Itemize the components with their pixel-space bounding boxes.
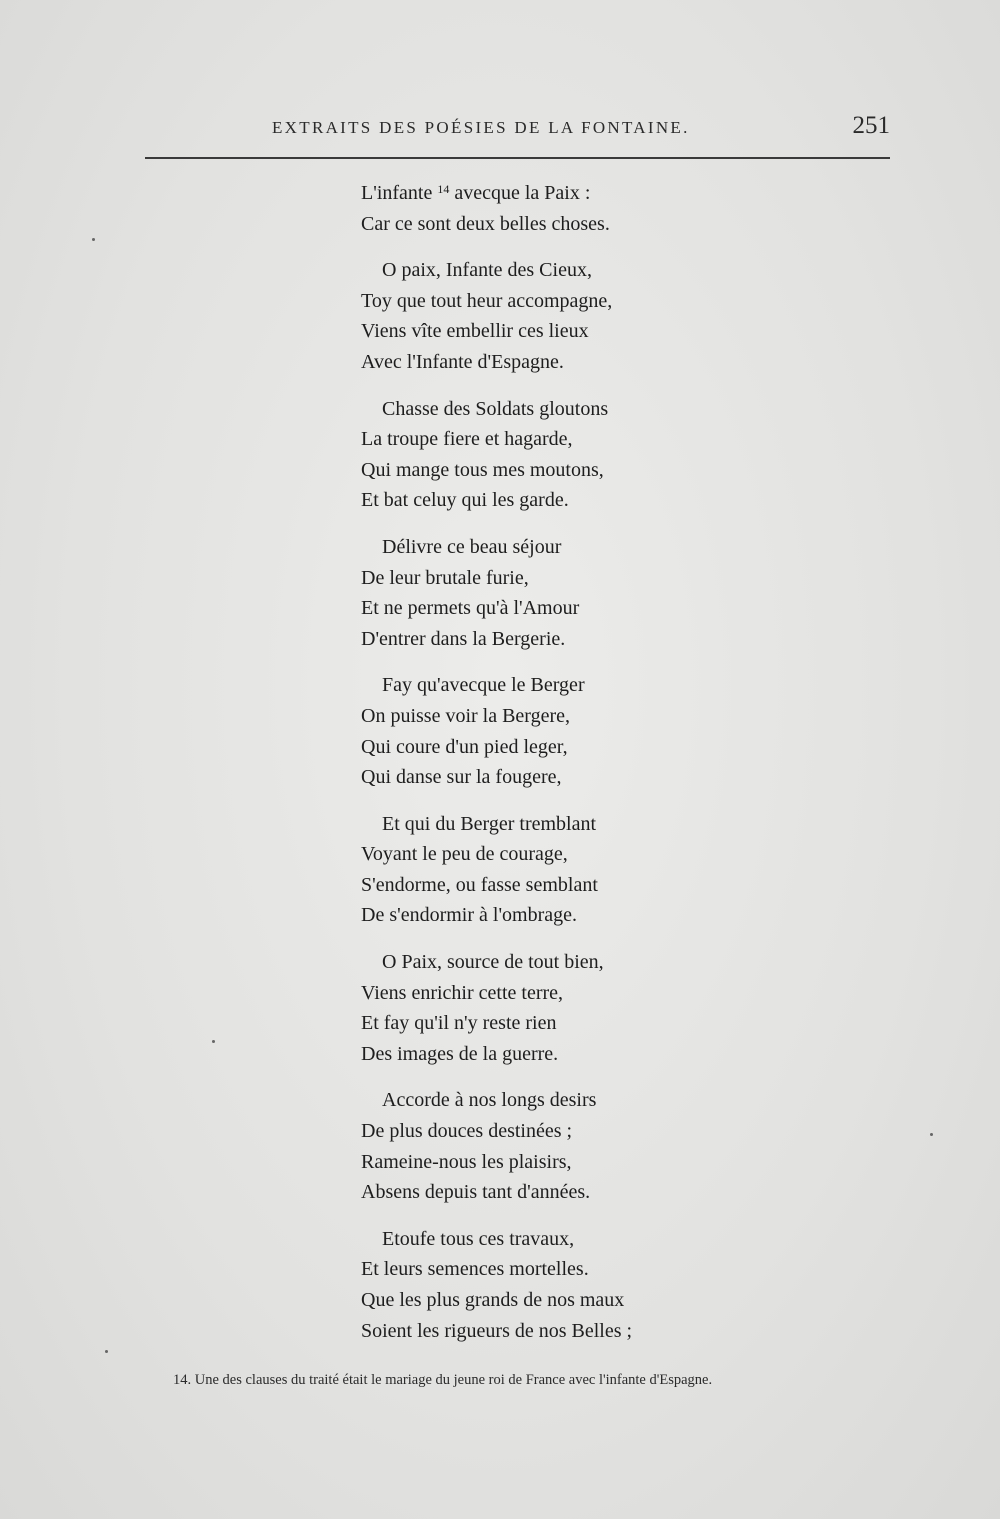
poem-line: Et ne permets qu'à l'Amour: [361, 597, 580, 620]
poem-line: Qui mange tous mes moutons,: [361, 458, 604, 481]
stanza: [361, 947, 781, 1069]
stanza: [361, 670, 781, 792]
poem-line: Absens depuis tant d'années.: [361, 1181, 591, 1204]
poem-line: Et qui du Berger tremblant: [382, 812, 597, 835]
poem-line: Des images de la guerre.: [361, 1042, 559, 1065]
poem-line: De plus douces destinées ;: [361, 1120, 573, 1143]
print-speck: [930, 1133, 933, 1136]
page-header: [145, 112, 890, 148]
poem-line: Et leurs semences mortelles.: [361, 1258, 589, 1281]
poem-line: Car ce sont deux belles choses.: [361, 212, 610, 235]
poem-line: S'endorme, ou fasse semblant: [361, 873, 598, 896]
print-speck: [212, 1040, 215, 1043]
footnote: 14. Une des clauses du traité était le mariage du jeune roi de France avec l'infante d'Espagne.: [173, 1372, 713, 1388]
poem-line: Qui coure d'un pied leger,: [361, 735, 568, 758]
poem-line: Viens enrichir cette terre,: [361, 981, 564, 1004]
poem-line: Voyant le peu de courage,: [361, 843, 568, 866]
poem-line: De leur brutale furie,: [361, 566, 529, 589]
poem-line: Etoufe tous ces travaux,: [382, 1227, 575, 1250]
stanza: [361, 1085, 781, 1207]
poem-line: Fay qu'avecque le Berger: [382, 674, 585, 697]
stanza: [361, 809, 781, 931]
poem-line: La troupe fiere et hagarde,: [361, 428, 573, 451]
poem-line: On puisse voir la Bergere,: [361, 704, 571, 727]
stanza: [361, 532, 781, 654]
poem-line: D'entrer dans la Bergerie.: [361, 627, 566, 650]
stanza: [361, 394, 781, 516]
poem-line: Délivre ce beau séjour: [382, 535, 562, 558]
poem-line: O paix, Infante des Cieux,: [382, 259, 592, 282]
poem-line: Soient les rigueurs de nos Belles ;: [361, 1319, 633, 1342]
header-rule: [145, 157, 890, 159]
running-title: EXTRAITS DES POÉSIES DE LA FONTAINE.: [272, 118, 690, 137]
print-speck: [105, 1350, 108, 1353]
poem-line: Viens vîte embellir ces lieux: [361, 320, 589, 343]
poem-line: L'infante $^{14}$ avecque la Paix :: [361, 182, 591, 204]
poem-line: Et fay qu'il n'y reste rien: [361, 1012, 557, 1035]
poem-line: Que les plus grands de nos maux: [361, 1289, 625, 1311]
poem-line: De s'endormir à l'ombrage.: [361, 904, 578, 927]
poem-line: Rameine-nous les plaisirs,: [361, 1150, 572, 1173]
poem-line: Et bat celuy qui les garde.: [361, 489, 569, 512]
poem-line: O Paix, source de tout bien,: [382, 951, 604, 974]
stanza: [361, 174, 781, 239]
print-speck: [92, 238, 95, 241]
poem-line: Accorde à nos longs desirs: [382, 1089, 597, 1112]
poem-line: Qui danse sur la fougere,: [361, 766, 562, 789]
footnote-reference[interactable]: 14: [437, 182, 450, 196]
stanza: [361, 1224, 781, 1346]
poem-line: Avec l'Infante d'Espagne.: [361, 350, 564, 373]
page-number: 251: [852, 112, 890, 139]
stanza: [361, 255, 781, 377]
poem-line: Toy que tout heur accompagne,: [361, 289, 613, 312]
poem-line: Chasse des Soldats gloutons: [382, 397, 609, 420]
poem: [361, 174, 781, 1362]
